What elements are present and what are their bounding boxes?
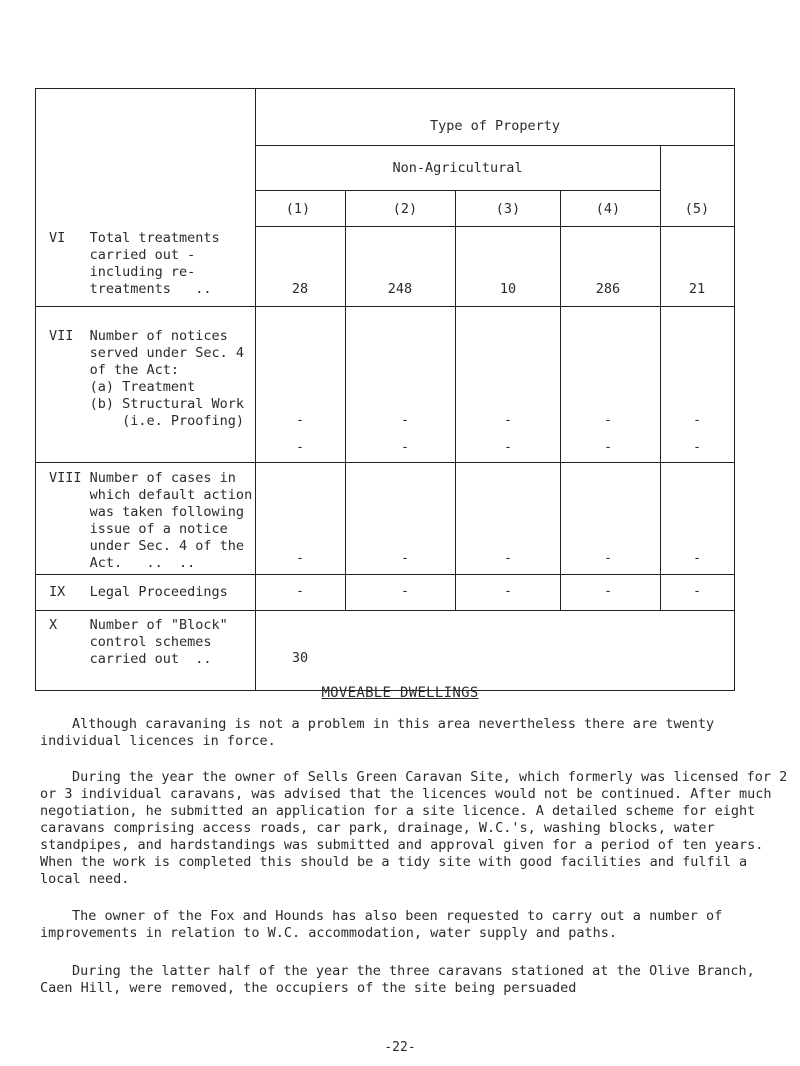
row-divider (35, 306, 735, 307)
row-vi-col-5: 21 (688, 281, 706, 297)
row-ix-col-3: - (504, 584, 512, 599)
row-label-vi: VI Total treatments carried out - including re- treatments .. (49, 230, 220, 297)
row-vi-col-2: 248 (387, 281, 413, 297)
row-viii-col-1: - (296, 551, 304, 566)
paragraph-4: During the latter half of the year the three caravans stationed at the Olive Branch, Caen Hill, were removed, the occupiers of the site being persuaded (40, 963, 755, 996)
row-divider (35, 574, 735, 575)
row-vii-b-col-1: - (296, 440, 304, 455)
table-border-right (734, 88, 735, 690)
subheader-divider (255, 190, 660, 191)
column-divider (455, 190, 456, 610)
paragraph-3: The owner of the Fox and Hounds has also been requested to carry out a number of improvements in relation to W.C. accommodation, water supply and paths. (40, 908, 723, 941)
row-vii-a-col-5: - (693, 413, 701, 428)
column-header-3: (3) (495, 201, 521, 217)
row-viii-col-5: - (693, 551, 701, 566)
row-ix-col-5: - (693, 584, 701, 599)
row-label-viii: VIII Number of cases in which default action was taken following issue of a notice under Sec. 4 of the Act. .. .. (49, 470, 253, 571)
header-divider (255, 145, 735, 146)
paragraph-1: Although caravaning is not a problem in this area nevertheless there are twenty individual licences in force. (40, 716, 715, 749)
header-non-agricultural: Non-Agricultural (392, 160, 523, 176)
row-label-ix: IX Legal Proceedings (49, 584, 228, 600)
row-label-vii: VII Number of notices served under Sec. 4 of the Act: (a) Treatment (b) Structural Work (i.e. Proofing) (49, 328, 245, 429)
row-vii-a-col-1: - (296, 413, 304, 428)
row-vii-b-col-2: - (401, 440, 409, 455)
row-viii-col-3: - (504, 551, 512, 566)
page-number: -22- (384, 1040, 416, 1055)
column-divider (560, 190, 561, 610)
row-vii-b-col-3: - (504, 440, 512, 455)
row-vii-a-col-2: - (401, 413, 409, 428)
row-vii-a-col-3: - (504, 413, 512, 428)
row-ix-col-1: - (296, 584, 304, 599)
row-ix-col-2: - (401, 584, 409, 599)
row-label-x: X Number of "Block" control schemes carried out .. (49, 617, 228, 667)
label-column-divider (255, 88, 256, 690)
table-border-top (35, 88, 735, 89)
table-border-left (35, 88, 36, 690)
column-header-1: (1) (285, 201, 311, 217)
column-divider (345, 190, 346, 610)
columns-divider (255, 226, 735, 227)
section-title: MOVEABLE DWELLINGS (321, 685, 479, 701)
row-x-value: 30 (291, 650, 309, 666)
column-header-2: (2) (392, 201, 418, 217)
row-vii-a-col-4: - (604, 413, 612, 428)
row-divider (35, 610, 735, 611)
row-vii-b-col-4: - (604, 440, 612, 455)
header-type-of-property: Type of Property (429, 118, 561, 134)
column-5-divider (660, 145, 661, 610)
row-vi-col-3: 10 (499, 281, 517, 297)
row-ix-col-4: - (604, 584, 612, 599)
row-viii-col-2: - (401, 551, 409, 566)
column-header-5: (5) (684, 201, 710, 217)
row-vii-b-col-5: - (693, 440, 701, 455)
row-viii-col-4: - (604, 551, 612, 566)
row-vi-col-1: 28 (291, 281, 309, 297)
row-divider (35, 462, 735, 463)
row-vi-col-4: 286 (595, 281, 621, 297)
paragraph-2: During the year the owner of Sells Green Caravan Site, which formerly was licensed for 2 or 3 individual caravans, was advised that the licences would not be continued. After much negotiation, he submitted an application for a site licence. A detailed scheme for eight caravans comprising access roads, car park, drainage, W.C.'s, washing blocks, water standpipes, and hardstandings was submitted and approval given for a period of ten years. When the work is completed this should be a tidy site with good facilities and fulfil a local need. (40, 769, 788, 887)
column-header-4: (4) (595, 201, 621, 217)
